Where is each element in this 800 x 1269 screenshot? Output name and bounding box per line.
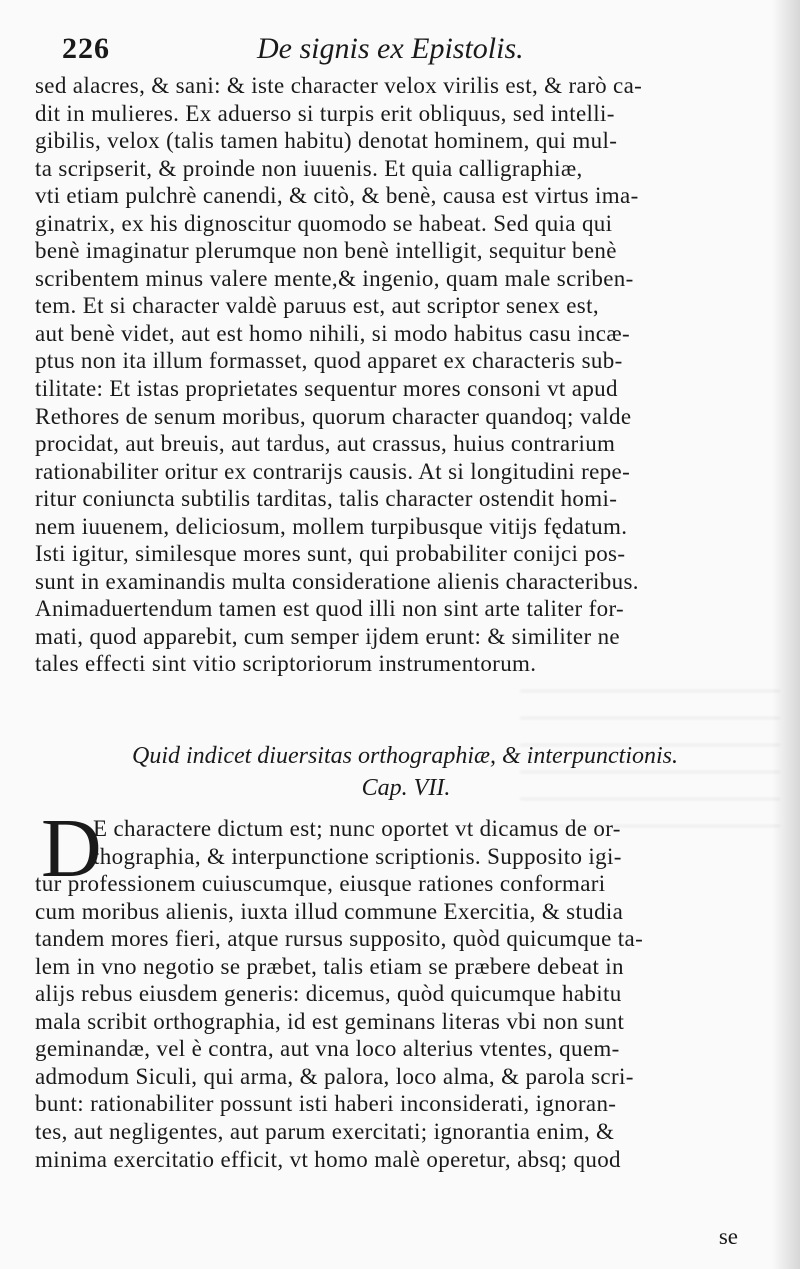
text-line: E charactere dictum est; nunc oportet vt dicamus de or- (93, 816, 621, 841)
text-line: lem in vno negotio se præbet, talis etiam se præbere debeat in (35, 953, 624, 979)
text-line: procidat, aut breuis, aut tardus, aut crassus, huius contrarium (35, 431, 616, 457)
spine-shadow (772, 0, 800, 1269)
text-line: sed alacres, & sani: & iste character velox virilis est, & rarò ca- (35, 73, 643, 98)
page-header (62, 28, 762, 68)
text-line: vti etiam pulchrè canendi, & citò, & benè, causa est virtus ima- (35, 183, 639, 209)
text-line: thographia, & interpunctione scriptionis. Supposito igi- (93, 843, 622, 869)
text-line: benè imaginatur plerumque non benè intelligit, sequitur benè (35, 238, 617, 264)
text-line: geminandæ, vel è contra, aut vna loco alterius vtentes, quem- (35, 1036, 620, 1062)
text-line: tem. Et si character valdè paruus est, aut scriptor senex est, (35, 293, 599, 319)
text-line: Animaduertendum tamen est quod illi non sint arte taliter for- (35, 596, 625, 622)
text-line: admodum Siculi, qui arma, & palora, loco alma, & parola scri- (35, 1063, 634, 1089)
text-line: dit in mulieres. Ex aduerso si turpis erit obliquus, sed intelli- (35, 100, 615, 126)
text-line: Isti igitur, similesque mores sunt, qui probabiliter conijci pos- (35, 541, 626, 567)
chapter-title: Quid indicet diuersitas orthographiæ, & interpunctionis. (132, 743, 678, 769)
text-line: minima exercitatio efficit, vt homo malè operetur, absq; quod (35, 1146, 621, 1172)
text-line: ptus non ita illum formasset, quod apparet ex characteris sub- (35, 348, 623, 374)
drop-cap: D (41, 802, 102, 895)
text-line: rationabiliter oritur ex contrarijs causis. At si longitudini repe- (35, 458, 631, 484)
text-line: sunt in examinandis multa consideratione alienis characteribus. (35, 568, 639, 594)
text-line: scribentem minus valere mente,& ingenio, quam male scriben- (35, 265, 634, 291)
running-head: De signis ex Epistolis. (257, 32, 524, 65)
page-number: 226 (62, 32, 110, 65)
text-line: tilitate: Et istas proprietates sequentur mores consoni vt apud (35, 376, 618, 402)
paragraph-2 (35, 802, 763, 1173)
text-line: bunt: rationabiliter possunt isti haberi inconsiderati, ignoran- (35, 1091, 617, 1117)
text-line: mati, quod apparebit, cum semper ijdem erunt: & similiter ne (35, 623, 620, 649)
text-line: alijs rebus eiusdem generis: dicemus, quòd quicumque habitu (35, 981, 622, 1007)
text-line: ginatrix, ex his dignoscitur quomodo se habeat. Sed quia qui (35, 210, 613, 236)
text-line: tandem mores fieri, atque rursus supposito, quòd quicumque ta- (35, 926, 644, 952)
text-line: aut benè videt, aut est homo nihili, si modo habitus casu incæ- (35, 320, 631, 346)
text-line: nem iuuenem, deliciosum, mollem turpibusque vitijs fędatum. (35, 513, 628, 539)
chapter-number: Cap. VII. (361, 775, 451, 801)
text-line: tales effecti sint vitio scriptoriorum instrumentorum. (35, 651, 537, 677)
text-line: ritur coniuncta subtilis tarditas, talis character ostendit homi- (35, 486, 618, 512)
text-line: cum moribus alienis, iuxta illud commune Exercitia, & studia (35, 898, 624, 924)
text-line: gibilis, velox (talis tamen habitu) denotat hominem, qui mul- (35, 128, 618, 154)
paragraph-1 (35, 72, 763, 678)
text-line: ta scripserit, & proinde non iuuenis. Et quia calligraphiæ, (35, 155, 583, 181)
catchword: se (718, 1224, 738, 1249)
text-line: mala scribit orthographia, id est geminans literas vbi non sunt (35, 1008, 625, 1034)
text-line: Rethores de senum moribus, quorum character quandoq; valde (35, 403, 632, 429)
text-line: tur professionem cuiuscumque, eiusque rationes conformari (35, 871, 606, 897)
text-line: tes, aut negligentes, aut parum exercitati; ignorantia enim, & (35, 1119, 615, 1145)
